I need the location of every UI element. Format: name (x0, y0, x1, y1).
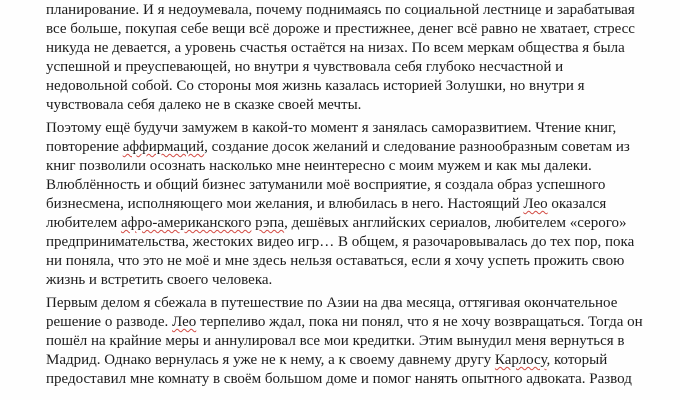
paragraph (46, 1, 635, 115)
text-segment: , создание досок желаний и следование разнообразным советам из (204, 139, 630, 155)
text-line (46, 332, 625, 351)
text-segment: ни поняла, что это не моё и мне здесь нельзя оставаться, если я хочу успеть прожить свою (46, 253, 625, 269)
misspelled-word[interactable]: Лео (172, 314, 197, 330)
text-line (46, 195, 616, 214)
misspelled-word[interactable]: Карлосу (494, 352, 547, 368)
text-line (46, 214, 627, 233)
text-line (46, 58, 616, 77)
misspelled-word[interactable]: аффирмаций (122, 139, 205, 155)
paragraph (46, 119, 635, 290)
text-line (46, 157, 616, 176)
paragraph (46, 294, 643, 389)
misspelled-word[interactable]: афро-американского (120, 215, 252, 231)
text-segment: предоставил мне комнату в своём большом доме и помог нанять опытного адвоката. Развод (46, 371, 632, 387)
text-line (46, 96, 616, 115)
text-line (46, 20, 635, 39)
text-line (46, 252, 625, 271)
misspelled-word[interactable]: Лео (523, 196, 548, 212)
text-line (46, 294, 616, 313)
text-segment: чувствовала себя далеко не в сказке своей мечты. (46, 97, 362, 113)
text-segment: бизнесмена, исполняющего мои желания, и влюбилась в него. Настоящий (46, 196, 524, 212)
text-segment: все больше, покупая себе вещи всё дороже и престижнее, денег всё равно не хватает, стресс (46, 21, 635, 37)
text-segment: любителем (46, 215, 121, 231)
text-segment: Первым делом я сбежала в путешествие по Азии на два месяца, оттягивая окончательное (46, 295, 618, 311)
text-line (46, 313, 643, 332)
text-line (46, 271, 616, 290)
document-text-area[interactable] (46, 1, 643, 393)
text-line (46, 233, 635, 252)
text-segment: пошёл на крайние меры и аннулировал все мои кредитки. Этим вынудил меня вернуться в (46, 333, 625, 349)
text-segment: никуда не девается, а уровень счастья остаётся на низах. По всем меркам общества я была (46, 40, 625, 56)
text-line (46, 119, 616, 138)
text-segment: , который (546, 352, 608, 368)
text-segment: оказался (547, 196, 607, 212)
text-line (46, 176, 616, 195)
text-line (46, 39, 625, 58)
text-segment: недовольной собой. Со стороны моя жизнь казалась историей Золушки, но внутри я (46, 78, 585, 94)
text-segment: решение о разводе. (46, 314, 172, 330)
text-segment: успешной и преуспевающей, но внутри я чувствовала себя глубоко несчастной и (46, 59, 564, 75)
text-segment: предпринимательства, жестоких видео игр… В общем, я разочаровывалась до тех пор, пока (46, 234, 635, 250)
text-segment: Мадрид. Однако вернулась я уже не к нему, а к своему давнему другу (46, 352, 495, 368)
text-segment: жизнь и встретить своего человека. (46, 272, 273, 288)
text-line (46, 370, 632, 389)
text-segment: планирование. И я недоумевала, почему поднимаясь по социальной лестнице и зарабатывая (46, 2, 635, 18)
text-line (46, 351, 616, 370)
text-segment: повторение (46, 139, 123, 155)
text-segment: книг позволили осознать насколько мне неинтересно с моим мужем и как мы далеки. (46, 158, 592, 174)
text-segment: Поэтому ещё будучи замужем в какой-то момент я занялась саморазвитием. Чтение книг, (46, 120, 617, 136)
text-segment: , дешёвых английских сериалов, любителем «серого» (284, 215, 627, 231)
text-line (46, 1, 635, 20)
text-segment: терпеливо ждал, пока ни понял, что я не хочу возвращаться. Тогда он (196, 314, 643, 330)
text-line (46, 138, 630, 157)
misspelled-word[interactable]: рэпа (255, 215, 285, 231)
text-line (46, 77, 616, 96)
text-segment: Влюблённость и общий бизнес затуманили моё восприятие, я создала образ успешного (46, 177, 606, 193)
